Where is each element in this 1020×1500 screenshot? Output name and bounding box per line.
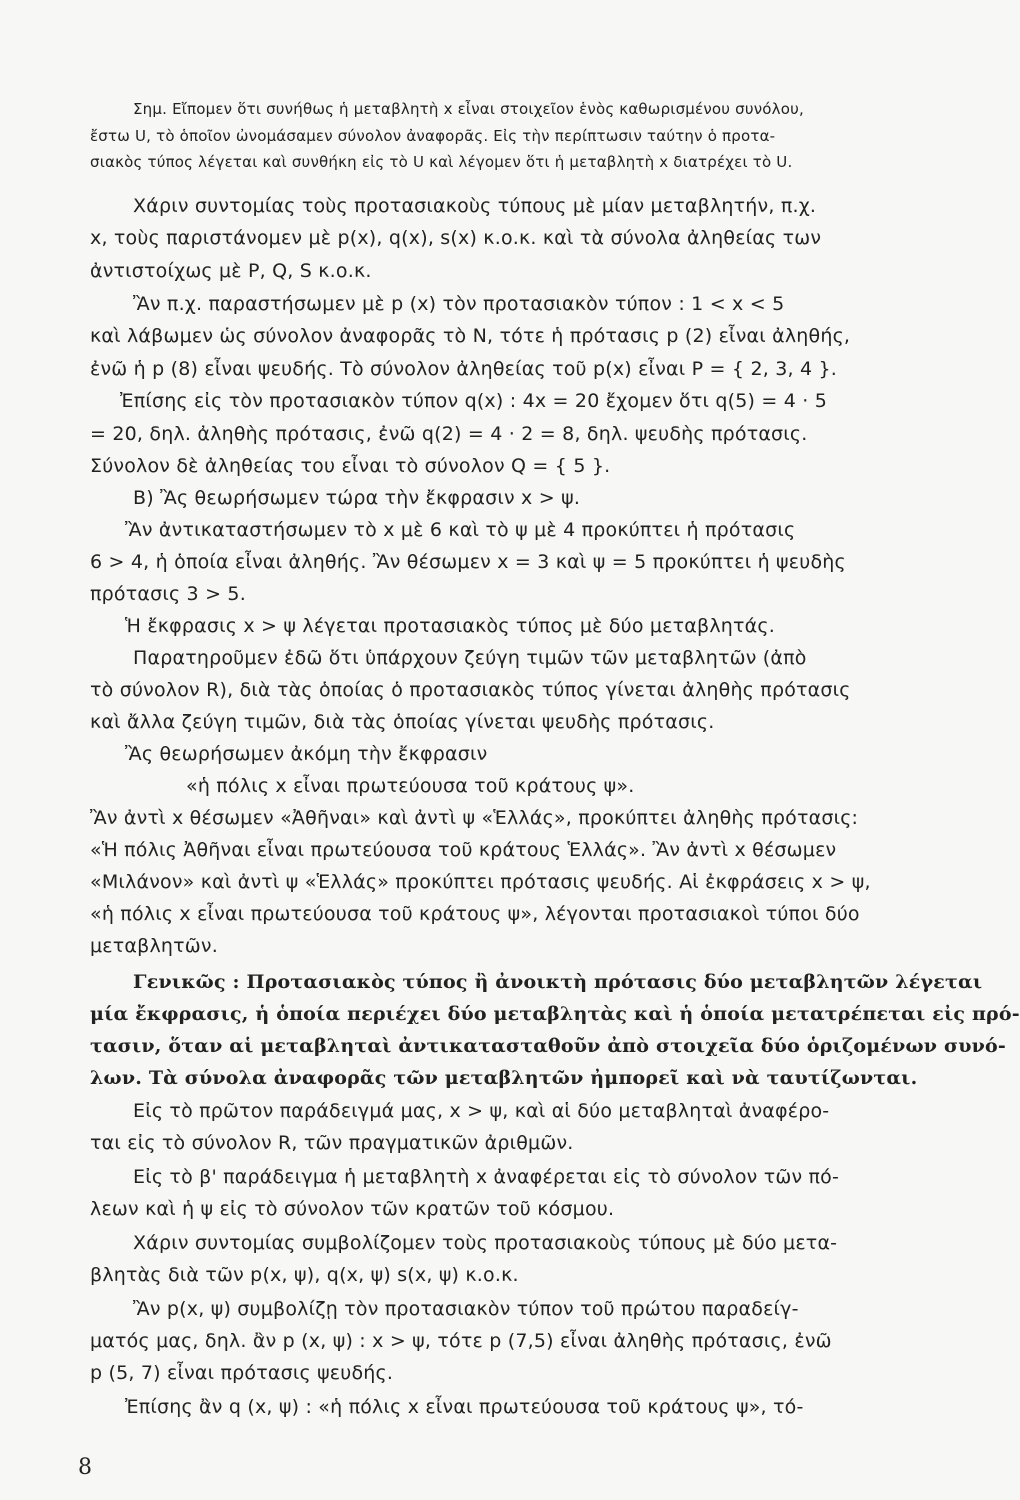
definition-line: λων. Τὰ σύνολα ἀναφορᾶς τῶν μεταβλητῶν ἠμπορεῖ καὶ νὰ ταυτίζωνται. (90, 1067, 918, 1089)
text-line: Ἡ ἔκφρασις x > ψ λέγεται προτασιακὸς τύπος μὲ δύο μεταβλητάς. (125, 615, 775, 637)
text-line: ται εἰς τὸ σύνολον R, τῶν πραγματικῶν ἀριθμῶν. (90, 1132, 574, 1154)
text-line: Σύνολον δὲ ἀληθείας του εἶναι τὸ σύνολον Q = { 5 }. (90, 455, 611, 477)
text-line: ἐνῶ ἡ p (8) εἶναι ψευδής. Τὸ σύνολον ἀληθείας τοῦ p(x) εἶναι P = { 2, 3, 4 }. (90, 358, 838, 380)
text-line: Παρατηροῦμεν ἐδῶ ὅτι ὑπάρχουν ζεύγη τιμῶν τῶν μεταβλητῶν (ἀπὸ (133, 647, 807, 669)
text-line: ἔστω U, τὸ ὁποῖον ὠνομάσαμεν σύνολον ἀναφορᾶς. Εἰς τὴν περίπτωσιν ταύτην ὁ προτα- (90, 127, 776, 145)
text-line: x, τοὺς παριστάνομεν μὲ p(x), q(x), s(x) κ.ο.κ. καὶ τὰ σύνολα ἀληθείας των (90, 227, 822, 249)
text-line: «Μιλάνον» καὶ ἀντὶ ψ «Ἑλλάς» προκύπτει πρότασις ψευδής. Αἱ ἐκφράσεις x > ψ, (90, 871, 871, 893)
text-line: B) Ἂς θεωρήσωμεν τώρα τὴν ἔκφρασιν x > ψ. (133, 487, 581, 509)
text-line: πρότασις 3 > 5. (90, 583, 246, 605)
text-line: μεταβλητῶν. (90, 935, 218, 957)
text-line: Ἂν ἀντὶ x θέσωμεν «Ἀθῆναι» καὶ ἀντὶ ψ «Ἑλλάς», προκύπτει ἀληθὴς πρότασις: (90, 807, 859, 829)
text-line: καὶ λάβωμεν ὡς σύνολον ἀναφορᾶς τὸ N, τότε ἡ πρότασις p (2) εἶναι ἀληθής, (90, 325, 851, 347)
definition-line: τασιν, ὅταν αἱ μεταβληταὶ ἀντικατασταθοῦν ἀπὸ στοιχεῖα δύο ὁριζομένων συνό- (90, 1035, 1006, 1057)
text-line: = 20, δηλ. ἀληθὴς πρότασις, ἐνῶ q(2) = 4 · 2 = 8, δηλ. ψευδὴς πρότασις. (90, 423, 808, 445)
text-line: 6 > 4, ἡ ὁποία εἶναι ἀληθής. Ἂν θέσωμεν x = 3 καὶ ψ = 5 προκύπτει ἡ ψευδὴς (90, 551, 846, 573)
text-line: Ἐπίσης ἂν q (x, ψ) : «ἡ πόλις x εἶναι πρωτεύουσα τοῦ κράτους ψ», τό- (125, 1396, 804, 1418)
definition-line: μία ἔκφρασις, ἡ ὁποία περιέχει δύο μεταβλητὰς καὶ ἡ ὁποία μετατρέπεται εἰς πρό- (90, 1003, 1020, 1025)
text-line: Χάριν συντομίας τοὺς προτασιακοὺς τύπους μὲ μίαν μεταβλητήν, π.χ. (133, 195, 817, 217)
text-line: Χάριν συντομίας συμβολίζομεν τοὺς προτασιακοὺς τύπους μὲ δύο μετα- (133, 1232, 838, 1254)
text-line: Σημ. Εἴπομεν ὅτι συνήθως ἡ μεταβλητὴ x εἶναι στοιχεῖον ἑνὸς καθωρισμένου συνόλου, (133, 100, 804, 118)
text-line: λεων καὶ ἡ ψ εἰς τὸ σύνολον τῶν κρατῶν τοῦ κόσμου. (90, 1198, 615, 1220)
text-line: Ἐπίσης εἰς τὸν προτασιακὸν τύπον q(x) : 4x = 20 ἔχομεν ὅτι q(5) = 4 · 5 (120, 390, 828, 412)
text-line: βλητὰς διὰ τῶν p(x, ψ), q(x, ψ) s(x, ψ) κ.ο.κ. (90, 1264, 519, 1286)
text-line: Ἂν p(x, ψ) συμβολίζῃ τὸν προτασιακὸν τύπον τοῦ πρώτου παραδείγ- (133, 1298, 799, 1320)
text-line: «Ἡ πόλις Ἀθῆναι εἶναι πρωτεύουσα τοῦ κράτους Ἑλλάς». Ἂν ἀντὶ x θέσωμεν (90, 839, 837, 861)
page-number: 8 (78, 1455, 92, 1480)
text-line: «ἡ πόλις x εἶναι πρωτεύουσα τοῦ κράτους ψ». (186, 775, 635, 797)
text-line: καὶ ἄλλα ζεύγη τιμῶν, διὰ τὰς ὁποίας γίνεται ψευδὴς πρότασις. (90, 711, 715, 733)
text-line: ἀντιστοίχως μὲ P, Q, S κ.ο.κ. (90, 260, 372, 282)
text-line: Ἂν π.χ. παραστήσωμεν μὲ p (x) τὸν προτασιακὸν τύπον : 1 < x < 5 (133, 293, 785, 315)
text-line: ματός μας, δηλ. ἂν p (x, ψ) : x > ψ, τότε p (7,5) εἶναι ἀληθὴς πρότασις, ἐνῶ (90, 1330, 832, 1352)
text-line: Ἂς θεωρήσωμεν ἀκόμη τὴν ἔκφρασιν (125, 743, 488, 765)
text-line: Εἰς τὸ πρῶτον παράδειγμά μας, x > ψ, καὶ αἱ δύο μεταβληταὶ ἀναφέρο- (133, 1100, 830, 1122)
definition-line: Γενικῶς : Προτασιακὸς τύπος ἢ ἀνοικτὴ πρότασις δύο μεταβλητῶν λέγεται (133, 971, 983, 993)
text-line: Ἂν ἀντικαταστήσωμεν τὸ x μὲ 6 καὶ τὸ ψ μὲ 4 προκύπτει ἡ πρότασις (125, 519, 796, 541)
text-line: «ἡ πόλις x εἶναι πρωτεύουσα τοῦ κράτους ψ», λέγονται προτασιακοὶ τύποι δύο (90, 903, 860, 925)
text-line: σιακὸς τύπος λέγεται καὶ συνθήκη εἰς τὸ U καὶ λέγομεν ὅτι ἡ μεταβλητὴ x διατρέχει τὸ U. (90, 153, 793, 171)
text-line: p (5, 7) εἶναι πρότασις ψευδής. (90, 1362, 394, 1384)
text-line: Εἰς τὸ β' παράδειγμα ἡ μεταβλητὴ x ἀναφέρεται εἰς τὸ σύνολον τῶν πό- (133, 1166, 840, 1188)
text-line: τὸ σύνολον R), διὰ τὰς ὁποίας ὁ προτασιακὸς τύπος γίνεται ἀληθὴς πρότασις (90, 679, 851, 701)
